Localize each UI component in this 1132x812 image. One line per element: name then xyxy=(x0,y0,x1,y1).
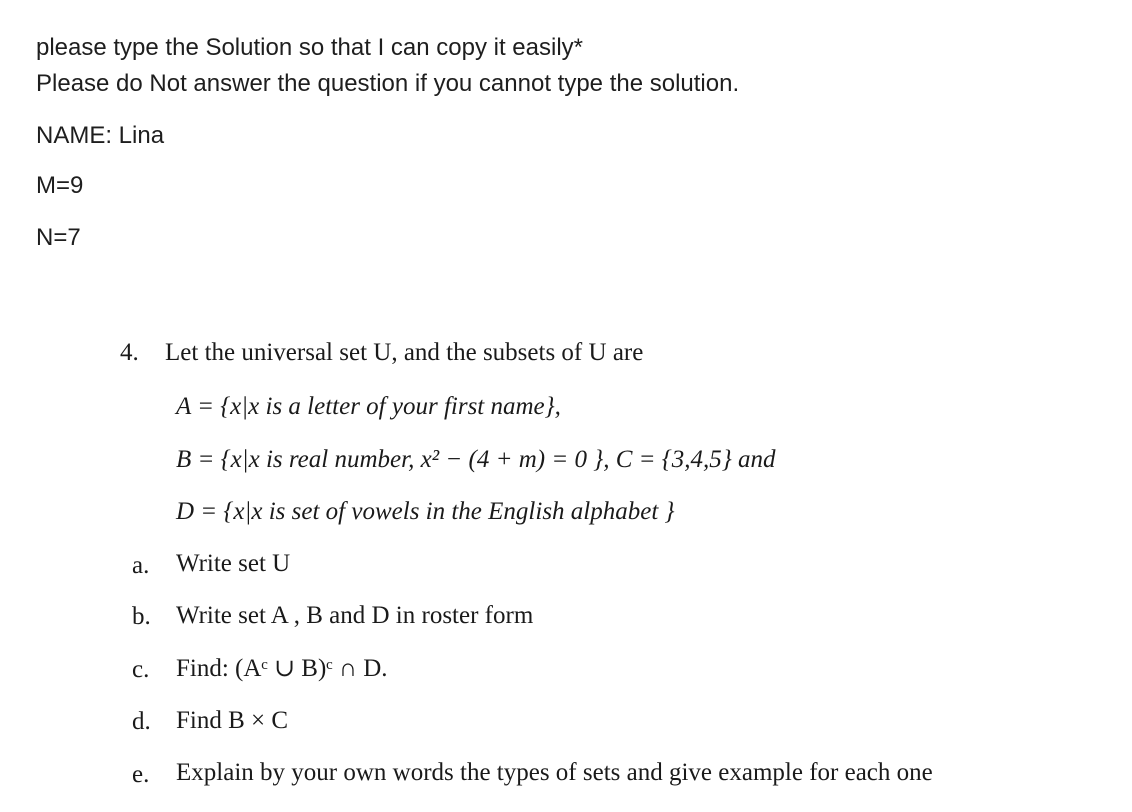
n-value: N=7 xyxy=(36,224,81,251)
part-e-text: Explain by your own words the types of sets and give example for each one xyxy=(176,759,933,786)
instruction-line-1: please type the Solution so that I can copy it easily* xyxy=(36,34,583,61)
part-b-text: Write set A , B and D in roster form xyxy=(176,602,534,629)
part-d-letter: d. xyxy=(132,708,151,735)
part-a-text: Write set U xyxy=(176,550,291,577)
set-d-definition: D = {x|x is set of vowels in the English alphabet } xyxy=(176,498,675,525)
question-number: 4. xyxy=(120,339,139,366)
part-c-letter: c. xyxy=(132,656,150,683)
part-d-text: Find B × C xyxy=(176,707,289,734)
part-b-letter: b. xyxy=(132,603,151,630)
set-a-definition: A = {x|x is a letter of your first name}, xyxy=(176,393,561,420)
part-a-letter: a. xyxy=(132,552,150,579)
part-c-text: Find: (Aᶜ ∪ B)ᶜ ∩ D. xyxy=(176,655,388,682)
m-value: M=9 xyxy=(36,172,84,199)
question-intro: Let the universal set U, and the subsets of U are xyxy=(165,339,644,366)
instruction-line-2: Please do Not answer the question if you cannot type the solution. xyxy=(36,70,740,97)
set-b-c-definition: B = {x|x is real number, x² − (4 + m) = 0 }, C = {3,4,5} and xyxy=(176,446,776,473)
student-name: NAME: Lina xyxy=(36,122,165,149)
part-e-letter: e. xyxy=(132,761,150,788)
